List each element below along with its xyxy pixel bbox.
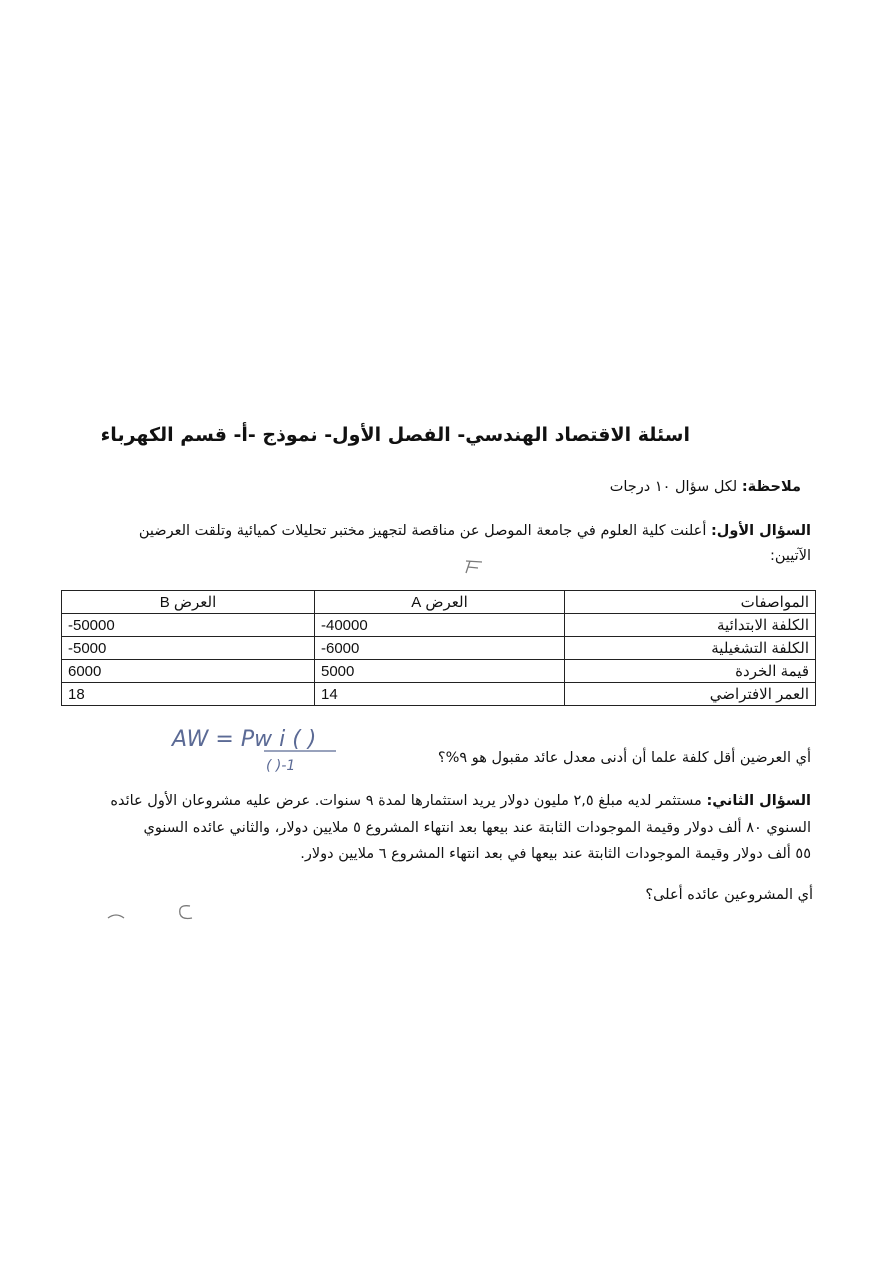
header-offer-b: العرض B [62,591,315,614]
handwritten-denominator: ( )-1 [266,758,296,774]
pencil-mark [180,906,192,919]
note-label: ملاحظة: [741,479,801,495]
question1-question: أي العرضين أقل كلفة علما أن أدنى معدل عائد مقبول هو ٩%؟ [437,750,811,766]
row-offer-a: 5000 [315,660,565,683]
row-offer-b: 18 [62,683,315,706]
row-spec: الكلفة الابتدائية [565,614,816,637]
handwritten-formula: AW = Pw i ( ) [172,727,317,752]
question1-text-line1: أعلنت كلية العلوم في جامعة الموصل عن مناقصة لتجهيز مختبر تحليلات كميائية وتلقت العرضين [138,523,707,539]
row-offer-a: -6000 [315,637,565,660]
question2-label: السؤال الثاني: [706,793,811,809]
question2-text-line1: مستثمر لديه مبلغ ٢,٥ مليون دولار يريد استثمارها لمدة ٩ سنوات. عرض عليه مشروعان الأول عائده [110,793,702,809]
row-spec: قيمة الخردة [565,660,816,683]
pencil-mark [466,561,482,573]
question2-text-line2: السنوي ٨٠ ألف دولار وقيمة الموجودات الثابتة عند بيعها بعد انتهاء المشروع ٥ ملايين دولار، والثاني عائده السنوي [143,820,811,836]
row-spec: العمر الافتراضي [565,683,816,706]
row-offer-b: -5000 [62,637,315,660]
header-specs: المواصفات [565,591,816,614]
row-offer-b: 6000 [62,660,315,683]
row-offer-b: -50000 [62,614,315,637]
header-offer-a: العرض A [315,591,565,614]
row-spec: الكلفة التشغيلية [565,637,816,660]
row-offer-a: 14 [315,683,565,706]
question2-question: أي المشروعين عائده أعلى؟ [645,887,813,903]
question1-label: السؤال الأول: [710,523,811,539]
question1-text-line2: الآتيين: [769,548,811,564]
row-offer-a: -40000 [315,614,565,637]
pencil-mark [108,915,124,918]
note-text: لكل سؤال ١٠ درجات [609,479,738,495]
question2-text-line3: ٥٥ ألف دولار وقيمة الموجودات الثابتة عند بيعها في بعد انتهاء المشروع ٦ ملايين دولار. [300,846,811,862]
page-title: اسئلة الاقتصاد الهندسي- الفصل الأول- نموذج -أ- قسم الكهرباء [100,424,690,446]
